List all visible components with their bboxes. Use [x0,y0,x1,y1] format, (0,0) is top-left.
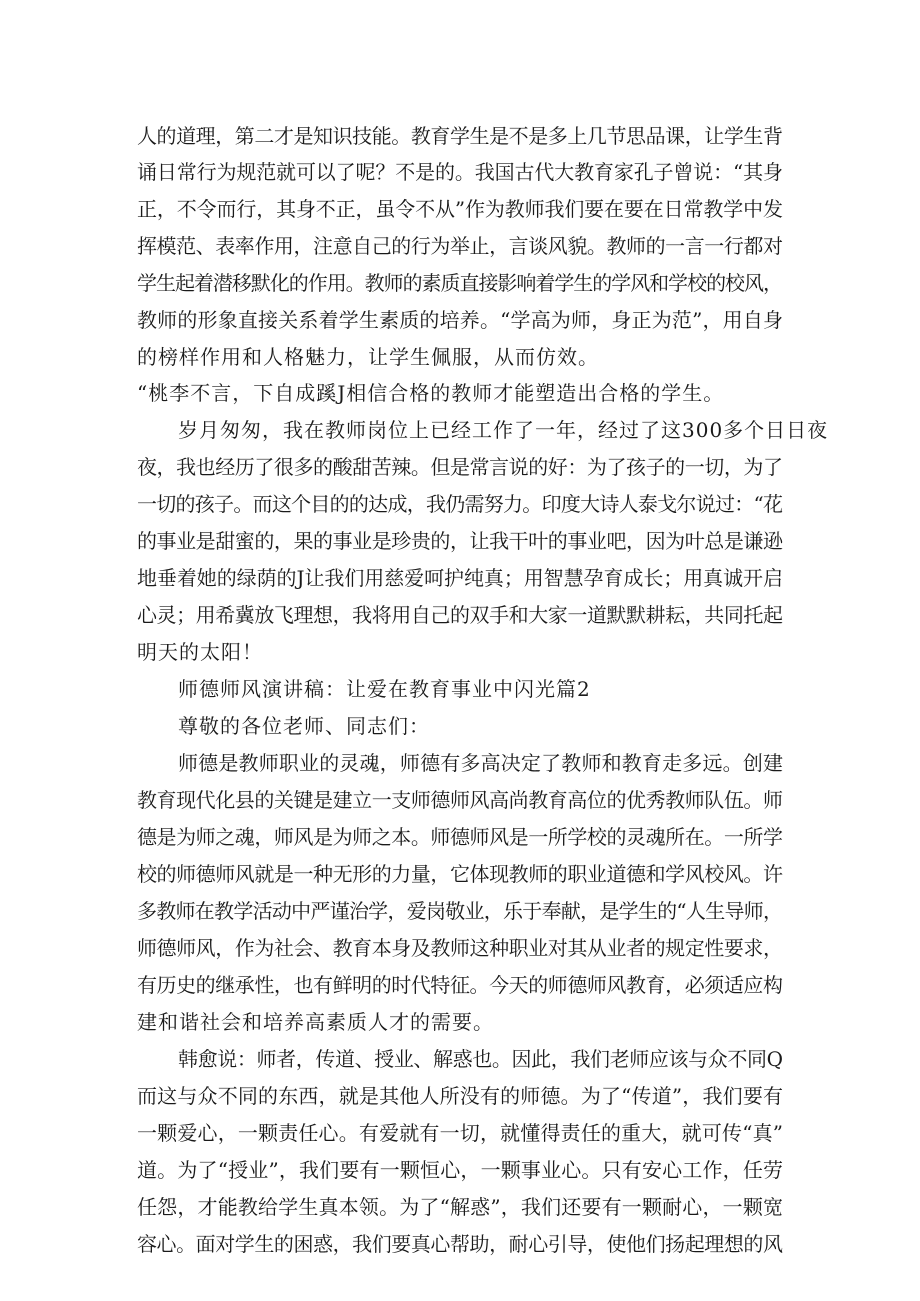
text-line: 挥模范、表率作用，注意自己的行为举止，言谈风貌。教师的一言一行都对 [137,234,783,258]
text-line: 德是为师之魂，师风是为师之本。师德师风是一所学校的灵魂所在。一所学 [137,825,783,849]
text-line: 诵日常行为规范就可以了呢？不是的。我国古代大教育家孔子曾说：“其身 [137,160,783,184]
text-line: 的事业是甜蜜的，果的事业是珍贵的，让我干叶的事业吧，因为叶总是谦逊 [137,529,783,553]
text-line: 的榜样作用和人格魅力，让学生佩服，从而仿效。 [137,345,599,369]
text-line: “桃李不言，下自成蹊J相信合格的教师才能塑造出合格的学生。 [137,381,725,405]
text-line: 任怨，才能教给学生真本领。为了“解惑”，我们还要有一颗耐心，一颗宽 [137,1195,784,1219]
text-line: 师德师风，作为社会、教育本身及教师这种职业对其从业者的规定性要求， [137,936,783,960]
text-line: 而这与众不同的东西，就是其他人所没有的师德。为了“传道”，我们要有 [137,1084,784,1108]
text-line: 道。为了“授业”，我们要有一颗恒心，一颗事业心。只有安心工作，任劳 [137,1158,784,1182]
text-line: 一切的孩子。而这个目的的达成，我仍需努力。印度大诗人泰戈尔说过：“花 [137,492,783,516]
text-line: 学生起着潜移默化的作用。教师的素质直接影响着学生的学风和学校的校风， [137,271,782,295]
text-line: 心灵；用希冀放飞理想，我将用自己的双手和大家一道默默耕耘，共同托起 [137,603,783,627]
text-line: 教师的形象直接关系着学生素质的培养。“学高为师，身正为范”，用自身 [137,308,784,332]
section-heading: 师德师风演讲稿：让爱在教育事业中闪光篇2 [178,677,591,701]
text-line: 人的道理，第二才是知识技能。教育学生是不是多上几节思品课，让学生背 [137,124,783,148]
text-line: 韩愈说：师者，传道、授业、解惑也。因此，我们老师应该与众不同Q [178,1047,783,1071]
text-line: 容心。面对学生的困惑，我们要真心帮助，耐心引导，使他们扬起理想的风 [137,1232,783,1256]
text-line: 一颗爱心，一颗责任心。有爱就有一切，就懂得责任的重大，就可传“真” [137,1121,784,1145]
text-line: 校的师德师风就是一种无形的力量，它体现教师的职业道德和学风校风。许 [137,862,783,886]
text-line: 师德是教师职业的灵魂，师德有多高决定了教师和教育走多远。创建 [178,751,784,775]
text-line: 教育现代化县的关键是建立一支师德师风高尚教育高位的优秀教师队伍。师 [137,788,783,812]
text-line: 建和谐社会和培养高素质人才的需要。 [137,1010,494,1034]
salutation: 尊敬的各位老师、同志们： [178,714,430,738]
text-line: 多教师在教学活动中严谨治学，爱岗敬业，乐于奉献，是学生的“人生导师， [137,899,783,923]
text-line: 有历史的继承性，也有鲜明的时代特征。今天的师德师风教育，必须适应构 [137,973,783,997]
text-line: 地垂着她的绿荫的J让我们用慈爱呵护纯真；用智慧孕育成长；用真诚开启 [137,566,783,590]
text-line: 明天的太阳！ [137,640,263,664]
text-line: 岁月匆匆，我在教师岗位上已经工作了一年，经过了这300多个日日夜 [178,418,829,442]
text-line: 夜，我也经历了很多的酸甜苦辣。但是常言说的好：为了孩子的一切，为了 [137,455,783,479]
text-line: 正，不令而行，其身不正，虽令不从”作为教师我们要在要在日常教学中发 [137,197,783,221]
